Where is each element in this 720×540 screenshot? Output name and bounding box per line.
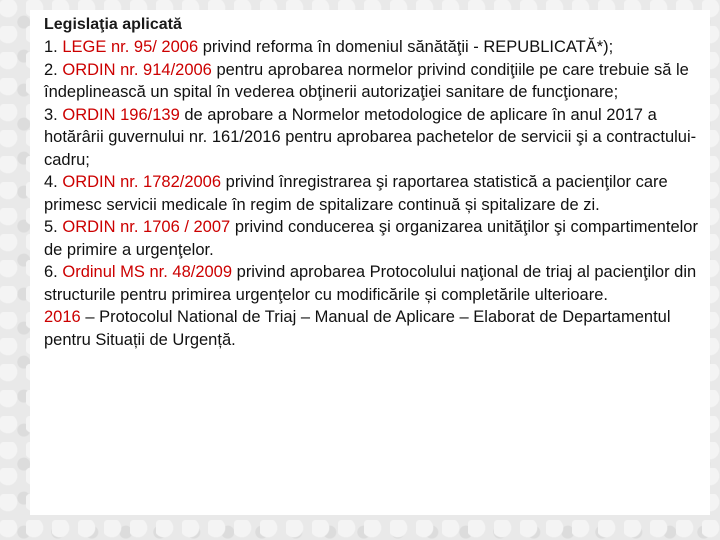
item-reference: ORDIN 196/139 <box>62 105 180 124</box>
list-item <box>44 216 700 261</box>
item-number: 5. <box>44 218 58 236</box>
item-text: privind conducerea şi organizarea unităţilor şi compartimentelor de primire a urgenţelor. <box>44 218 698 259</box>
item-reference: 2016 <box>44 308 81 326</box>
list-item <box>44 104 700 172</box>
item-reference: ORDIN nr. 1782/2006 <box>62 173 222 191</box>
item-reference: LEGE nr. 95/ 2006 <box>62 38 199 56</box>
list-item <box>44 261 700 306</box>
item-text: – Protocolul National de Triaj – Manual de Aplicare – Elaborat de Departamentul pentru Situații de Urgență. <box>44 308 671 349</box>
item-reference: ORDIN nr. 914/2006 <box>62 60 212 79</box>
item-text: privind aprobarea Protocolului naţional de triaj al pacienţilor din structurile pentru primirea urgenţelor cu modificările și completările ulterioare. <box>44 263 697 304</box>
item-text: privind reforma în domeniul sănătăţii - REPUBLICATĂ*); <box>202 38 614 56</box>
item-reference: ORDIN nr. 1706 / 2007 <box>62 218 231 236</box>
page-title: Legislaţia aplicată <box>44 16 182 33</box>
item-number: 3. <box>44 105 58 124</box>
item-text: de aprobare a Normelor metodologice de aplicare în anul 2017 a hotărârii guvernului nr. 161/2016 pentru aprobarea pachetelor de servicii şi a contractului-cadru; <box>44 105 697 169</box>
item-text: pentru aprobarea normelor privind condiţiile pe care trebuie să le îndeplinească un spital în vederea obţinerii autorizaţiei sanitare de funcţionare; <box>44 60 689 101</box>
content-panel <box>30 10 710 515</box>
item-number: 4. <box>44 173 58 191</box>
list-item <box>44 59 700 104</box>
item-number: 6. <box>44 263 58 281</box>
list-item <box>44 306 700 351</box>
list-item <box>44 36 700 59</box>
list-item <box>44 171 700 216</box>
item-number: 1. <box>44 38 58 56</box>
item-number: 2. <box>44 60 58 79</box>
item-reference: Ordinul MS nr. 48/2009 <box>62 263 233 281</box>
item-text: privind înregistrarea şi raportarea statistică a pacienţilor care primesc servicii medicale în regim de spitalizare continuă și spitalizare de zi. <box>44 173 668 214</box>
